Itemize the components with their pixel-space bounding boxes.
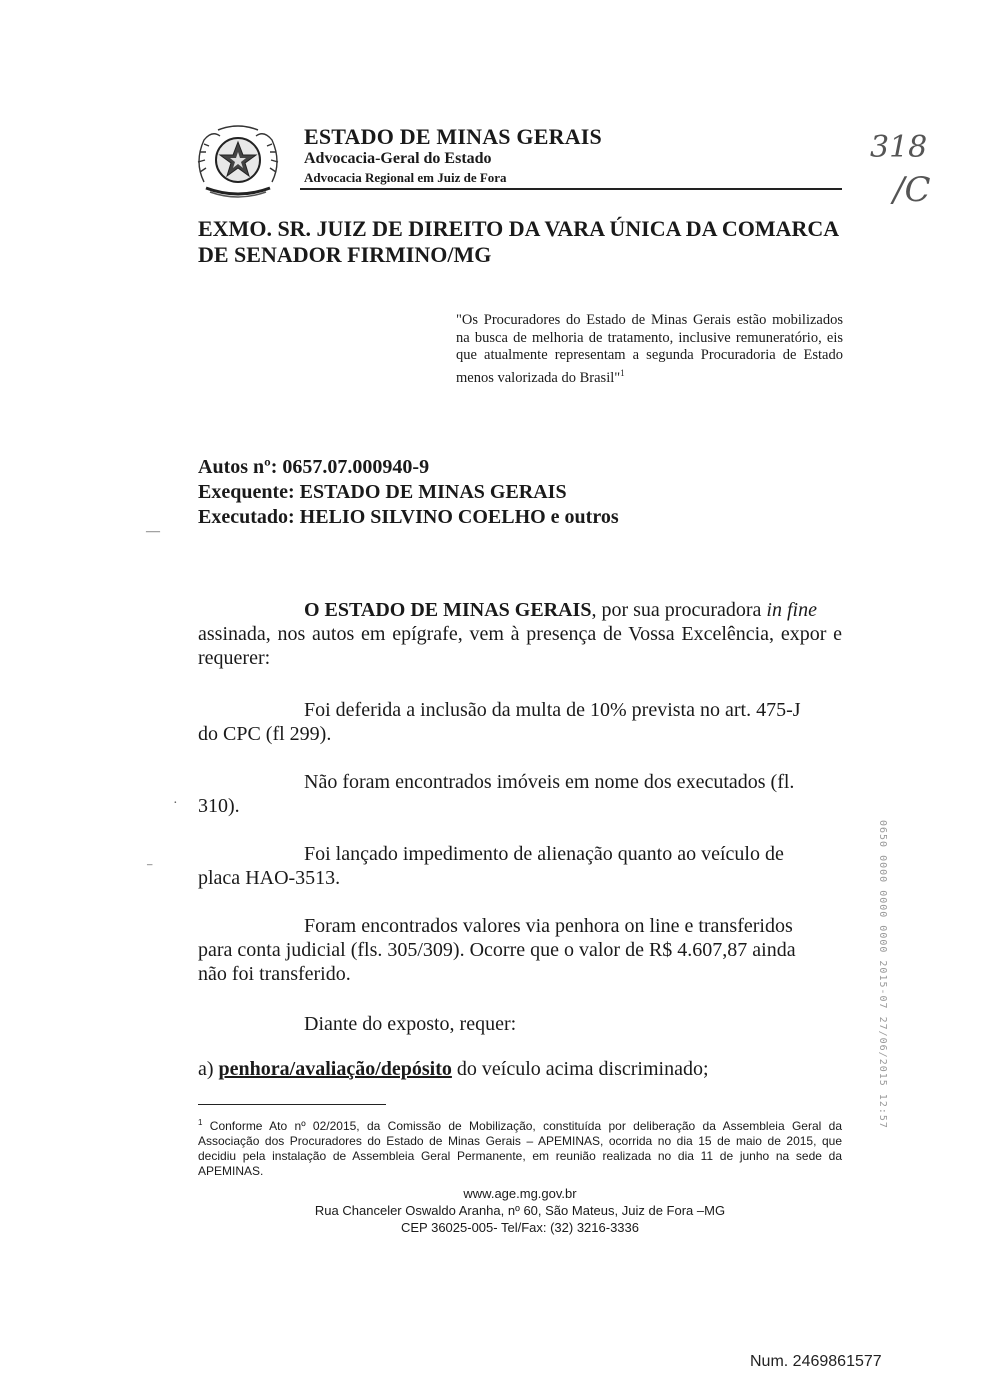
paragraph-values-rest-1: para conta judicial (fls. 305/309). Ocorre que o valor de R$ 4.607,87 ainda [198,939,796,961]
paragraph-values-rest-2: não foi transferido. [198,963,351,985]
exequente-value: ESTADO DE MINAS GERAIS [299,481,567,503]
addressee-line-1: EXMO. SR. JUIZ DE DIREITO DA VARA ÚNICA DA COMARCA [198,216,840,241]
footer-contact: CEP 36025-005- Tel/Fax: (32) 3216-3336 [400,1220,639,1235]
paragraph-values [198,914,842,986]
request-prefix: a) [198,1058,219,1080]
intro-party: O ESTADO DE MINAS GERAIS [304,599,592,621]
footnote-marker: 1 [198,1118,203,1127]
paragraph-values-first: Foram encontrados valores via penhora on line e transferidos [304,915,793,937]
request-rest: do veículo acima discriminado; [451,1058,709,1080]
footnote-reference: 1 [620,367,625,378]
epigraph-quote [456,312,843,387]
state-coat-of-arms-icon [190,122,286,202]
paragraph-vehicle-first: Foi lançado impedimento de alienação quanto ao veículo de [304,843,784,865]
executado-label: Executado: [198,506,295,528]
intro-italic: in fine [766,599,817,621]
exequente-label: Exequente: [198,481,295,503]
executado-value: HELIO SILVINO COELHO e outros [299,506,619,528]
intro-rest: assinada, nos autos em epígrafe, vem à presença de Vossa Excelência, expor e requerer: [198,623,842,669]
autos-label: Autos nº: [198,456,278,478]
footer-address: Rua Chanceler Oswaldo Aranha, nº 60, São Mateus, Juiz de Fora –MG [314,1203,726,1218]
case-executado [198,506,619,529]
paragraph-request-intro [198,1012,842,1036]
request-underlined: penhora/avaliação/depósito [218,1058,452,1080]
request-intro-text: Diante do exposto, requer: [304,1013,517,1035]
header-subtitle: Advocacia-Geral do Estado [304,150,492,167]
header-title: ESTADO DE MINAS GERAIS [304,124,602,149]
paragraph-property [198,770,842,818]
intro-mid: , por sua procuradora [591,599,767,621]
paragraph-vehicle [198,842,842,890]
footnote-text: Conforme Ato nº 02/2015, da Comissão de Mobilização, constituída por deliberação da Assembleia Geral da Associação dos Procuradores do Estado de Minas Gerais – APEMINAS, ocorrida no dia 15 de maio de 2015, que decidiu pela instalação de Assembleia Geral Permanente, em reunião realizada no dia 11 de junho na sede da APEMINAS. [198,1119,842,1178]
margin-mark-2: ⁻ [146,861,154,876]
document-number: Num. 2469861577 [750,1353,882,1370]
autos-value: 0657.07.000940-9 [282,456,430,478]
header-divider [300,188,842,190]
request-item-a [198,1058,709,1081]
paragraph-fine [198,698,842,746]
margin-mark: — [146,524,160,539]
paragraph-property-first: Não foram encontrados imóveis em nome dos executados (fl. [304,771,795,793]
paragraph-fine-first: Foi deferida a inclusão da multa de 10% prevista no art. 475-J [304,699,801,721]
header-office: Advocacia Regional em Juiz de Fora [304,170,507,185]
handwritten-note-bottom: /C [893,170,931,210]
footnote [198,1115,842,1179]
addressee-line-2: DE SENADOR FIRMINO/MG [198,242,492,267]
footer-website: www.age.mg.gov.br [463,1186,577,1201]
handwritten-note-top: 318 [870,130,928,165]
addressee [198,216,848,268]
paragraph-fine-rest: do CPC (fl 299). [198,723,332,745]
margin-dot: · [173,796,178,811]
digital-signature-stamp [852,820,902,1190]
case-exequente [198,481,567,504]
paragraph-property-rest: 310). [198,795,240,817]
paragraph-vehicle-rest: placa HAO-3513. [198,867,341,889]
case-number [198,456,429,479]
epigraph-text: "Os Procuradores do Estado de Minas Gerais estão mobilizados na busca de melhoria de tratamento, inclusive remuneratório, eis que atualmente representam a segunda Procuradoria de Estado menos valorizada do Brasil" [456,312,843,386]
footnote-divider [198,1104,386,1105]
intro-paragraph [198,598,842,670]
intro-first-line [198,598,842,622]
stamp-text: 0650 0000 0000 0000 2015-07 27/06/2015 12:57 [877,820,888,1129]
